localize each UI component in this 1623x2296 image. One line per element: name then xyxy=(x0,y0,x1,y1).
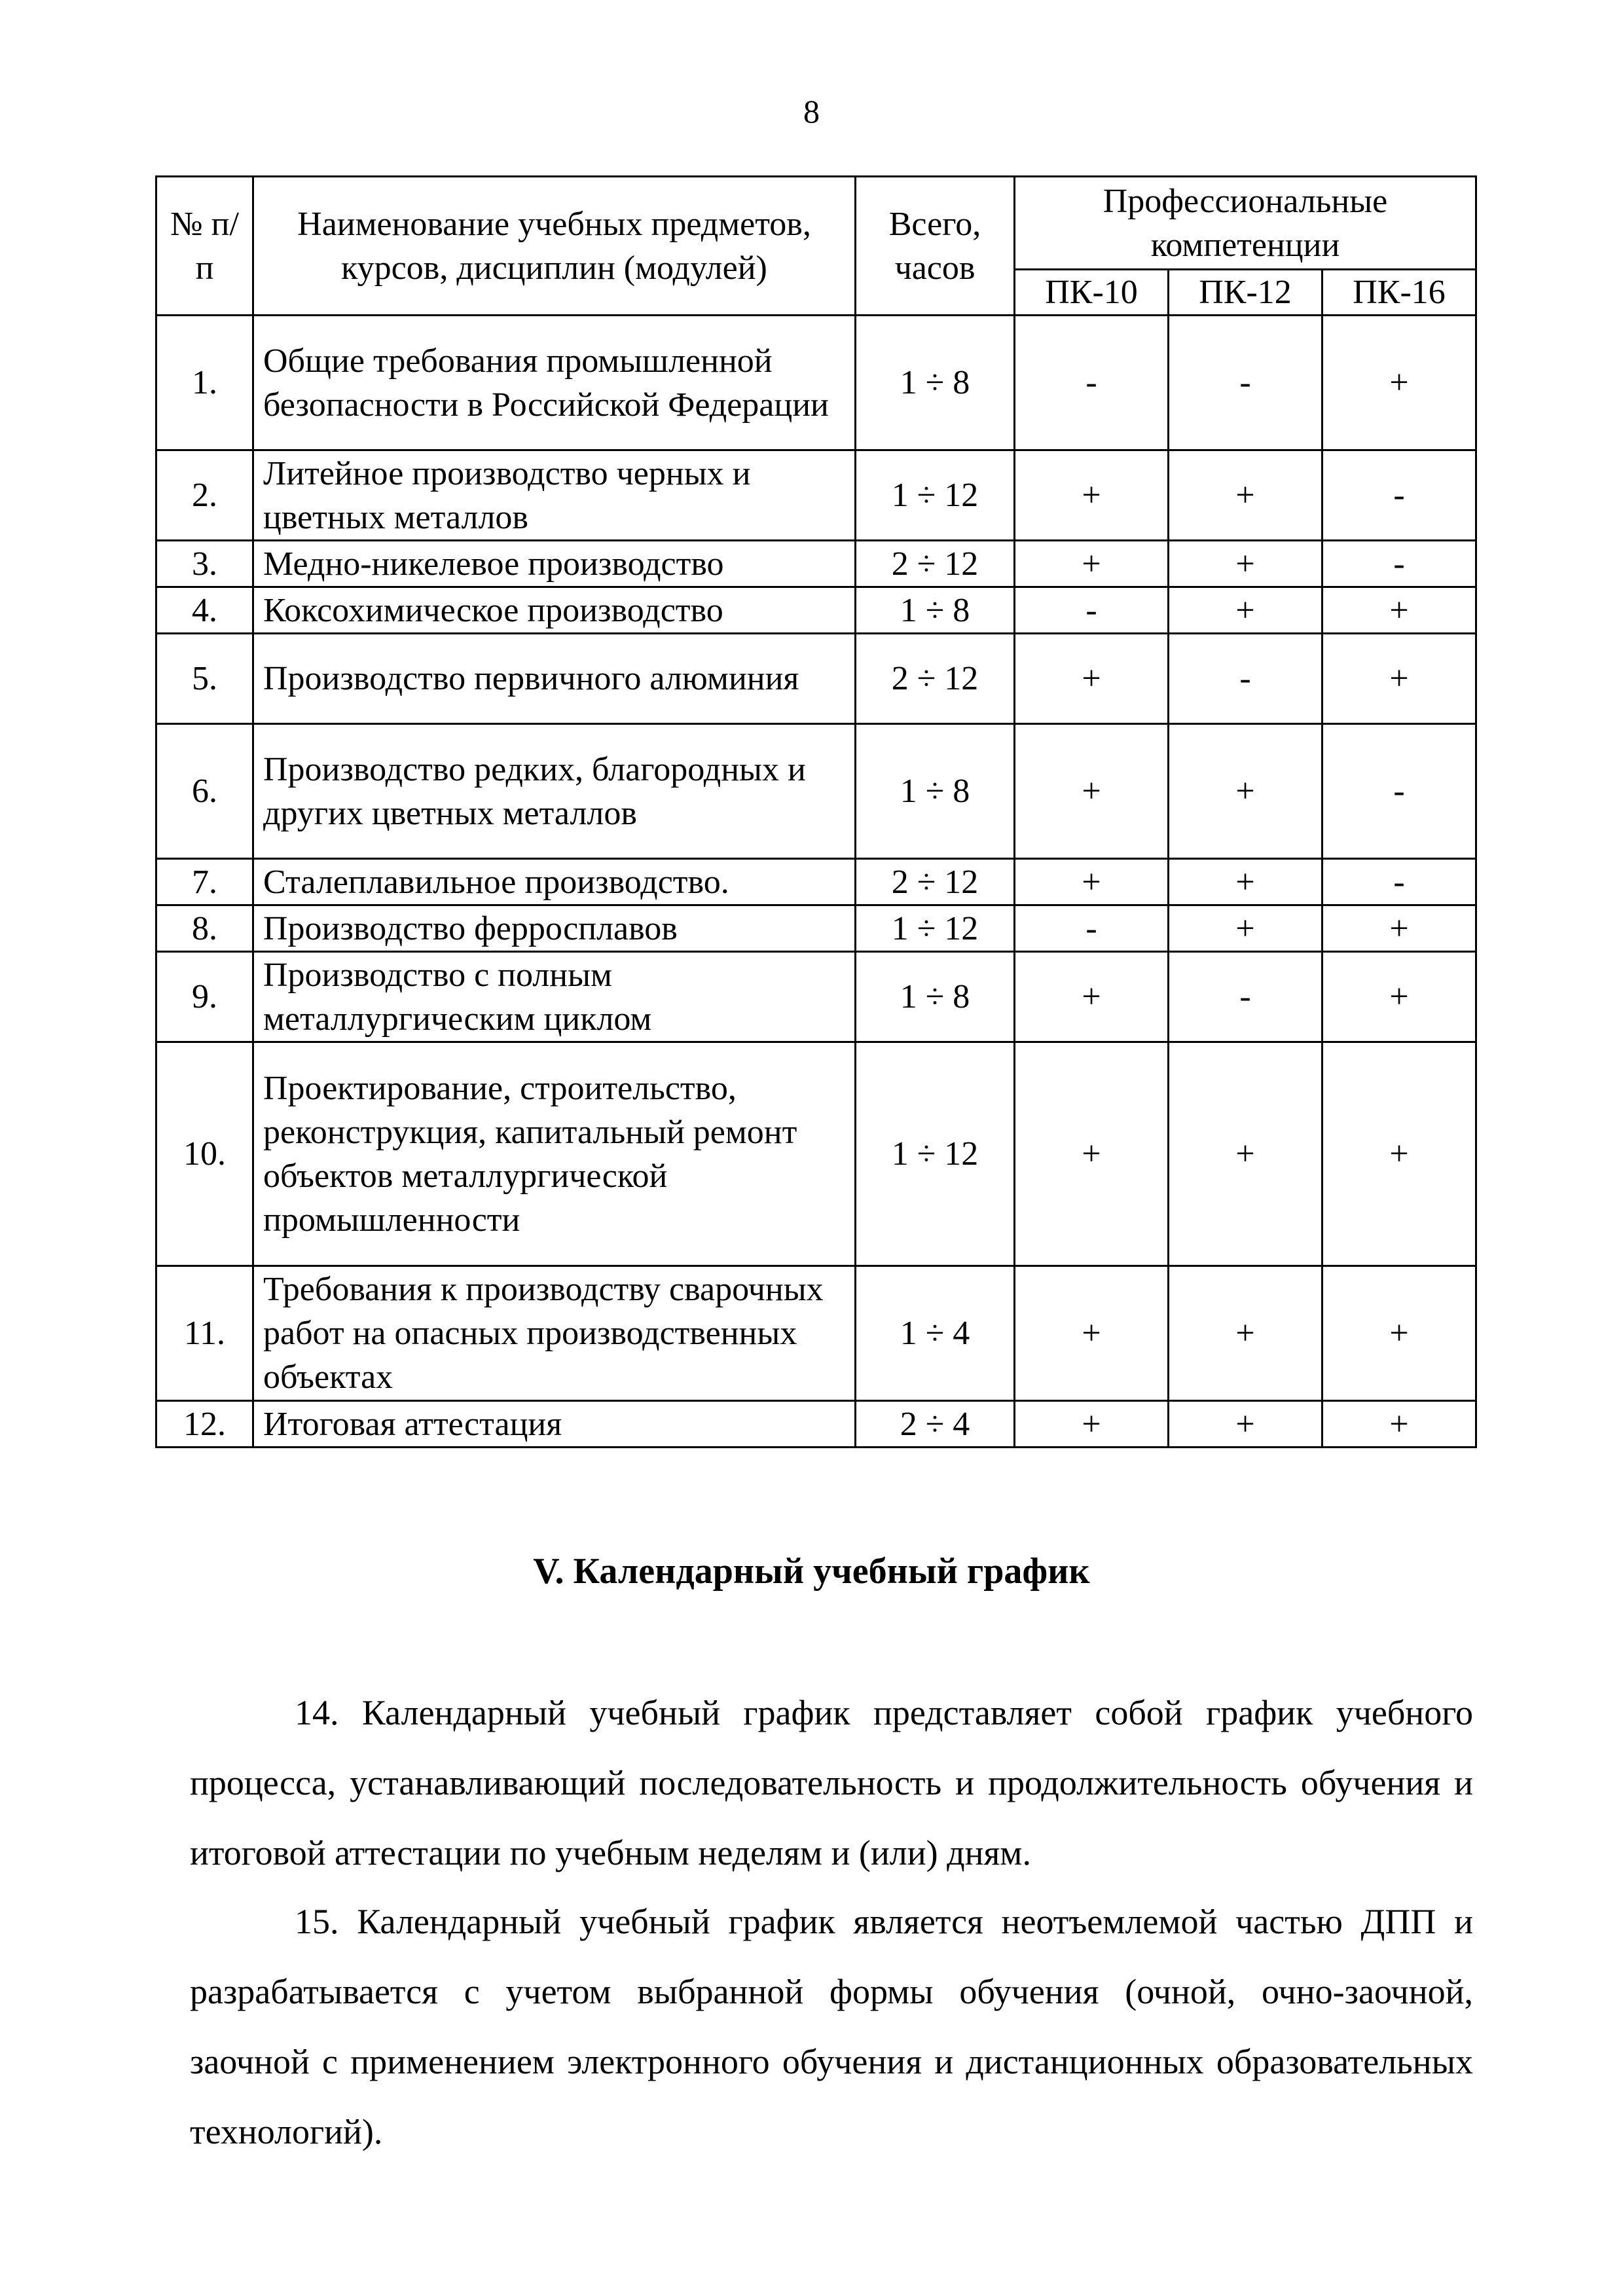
table-row xyxy=(156,587,1476,634)
row-number: 6. xyxy=(156,724,253,859)
row-pk10: + xyxy=(1015,541,1169,587)
row-subject: Производство первичного алюминия xyxy=(253,634,856,724)
header-pk12: ПК-12 xyxy=(1169,270,1322,316)
row-hours: 1 ÷ 12 xyxy=(856,450,1015,541)
row-pk16: + xyxy=(1322,1266,1476,1401)
row-pk10: + xyxy=(1015,1042,1169,1266)
row-subject: Сталеплавильное производство. xyxy=(253,859,856,905)
row-pk12: + xyxy=(1169,859,1322,905)
row-subject: Итоговая аттестация xyxy=(253,1401,856,1448)
row-number: 7. xyxy=(156,859,253,905)
row-pk10: + xyxy=(1015,859,1169,905)
row-subject: Коксохимическое производство xyxy=(253,587,856,634)
row-pk12: + xyxy=(1169,1042,1322,1266)
table-row xyxy=(156,1266,1476,1401)
table-row xyxy=(156,952,1476,1042)
row-number: 5. xyxy=(156,634,253,724)
row-number: 1. xyxy=(156,316,253,450)
row-pk16: - xyxy=(1322,724,1476,859)
row-number: 11. xyxy=(156,1266,253,1401)
row-pk12: + xyxy=(1169,724,1322,859)
paragraph-14: 14. Календарный учебный график представляет собой график учебного процесса, устанавливающий последовательность и продолжительность обучения и итоговой аттестации по учебным неделям и (или) дням. xyxy=(190,1693,1473,1872)
row-pk16: - xyxy=(1322,450,1476,541)
row-pk12: + xyxy=(1169,1401,1322,1448)
row-pk12: + xyxy=(1169,587,1322,634)
row-pk10: + xyxy=(1015,450,1169,541)
row-pk10: + xyxy=(1015,1266,1169,1401)
section-title: V. Календарный учебный график xyxy=(533,1551,1090,1592)
table-row xyxy=(156,316,1476,450)
row-pk16: - xyxy=(1322,541,1476,587)
row-pk12: + xyxy=(1169,905,1322,952)
table-row xyxy=(156,450,1476,541)
row-number: 8. xyxy=(156,905,253,952)
row-pk10: + xyxy=(1015,724,1169,859)
row-subject: Общие требования промышленной безопасности в Российской Федерации xyxy=(253,316,856,450)
row-pk10: + xyxy=(1015,952,1169,1042)
table-row xyxy=(156,541,1476,587)
row-pk12: + xyxy=(1169,541,1322,587)
row-hours: 2 ÷ 12 xyxy=(856,859,1015,905)
row-hours: 2 ÷ 12 xyxy=(856,541,1015,587)
row-pk16: + xyxy=(1322,1401,1476,1448)
row-pk16: - xyxy=(1322,859,1476,905)
row-pk12: - xyxy=(1169,634,1322,724)
row-subject: Литейное производство черных и цветных металлов xyxy=(253,450,856,541)
row-hours: 2 ÷ 12 xyxy=(856,634,1015,724)
row-pk12: + xyxy=(1169,450,1322,541)
curriculum-table xyxy=(155,175,1477,1448)
row-number: 3. xyxy=(156,541,253,587)
row-number: 2. xyxy=(156,450,253,541)
row-pk16: + xyxy=(1322,1042,1476,1266)
row-hours: 1 ÷ 12 xyxy=(856,1042,1015,1266)
row-number: 4. xyxy=(156,587,253,634)
table-row xyxy=(156,1401,1476,1448)
row-hours: 2 ÷ 4 xyxy=(856,1401,1015,1448)
table-row xyxy=(156,1042,1476,1266)
row-pk10: - xyxy=(1015,587,1169,634)
row-pk16: + xyxy=(1322,905,1476,952)
row-hours: 1 ÷ 8 xyxy=(856,587,1015,634)
table-row xyxy=(156,634,1476,724)
header-competencies: Профессиональные компетенции xyxy=(1015,177,1476,270)
row-number: 12. xyxy=(156,1401,253,1448)
row-pk16: + xyxy=(1322,316,1476,450)
row-hours: 1 ÷ 8 xyxy=(856,724,1015,859)
header-pk10: ПК-10 xyxy=(1015,270,1169,316)
table-row xyxy=(156,859,1476,905)
row-pk12: - xyxy=(1169,316,1322,450)
header-name: Наименование учебных предметов, курсов, дисциплин (модулей) xyxy=(253,177,856,316)
row-pk10: - xyxy=(1015,905,1169,952)
row-pk10: + xyxy=(1015,1401,1169,1448)
row-hours: 1 ÷ 4 xyxy=(856,1266,1015,1401)
row-pk12: - xyxy=(1169,952,1322,1042)
row-subject: Проектирование, строительство, реконструкция, капитальный ремонт объектов металлургической промышленности xyxy=(253,1042,856,1266)
row-number: 9. xyxy=(156,952,253,1042)
page-number: 8 xyxy=(803,93,820,130)
header-pk16: ПК-16 xyxy=(1322,270,1476,316)
header-num: № п/п xyxy=(156,177,253,316)
row-pk12: + xyxy=(1169,1266,1322,1401)
row-hours: 1 ÷ 8 xyxy=(856,952,1015,1042)
row-pk10: - xyxy=(1015,316,1169,450)
header-hours: Всего, часов xyxy=(856,177,1015,316)
row-hours: 1 ÷ 8 xyxy=(856,316,1015,450)
row-number: 10. xyxy=(156,1042,253,1266)
table-row xyxy=(156,724,1476,859)
paragraph-15: 15. Календарный учебный график является неотъемлемой частью ДПП и разрабатывается с учетом выбранной формы обучения (очной, очно-заочной, заочной с применением электронного обучения и дистанционных образовательных технологий). xyxy=(190,1902,1473,2151)
row-pk16: + xyxy=(1322,952,1476,1042)
row-subject: Производство с полным металлургическим циклом xyxy=(253,952,856,1042)
row-pk16: + xyxy=(1322,634,1476,724)
row-subject: Требования к производству сварочных работ на опасных производственных объектах xyxy=(253,1266,856,1401)
row-hours: 1 ÷ 12 xyxy=(856,905,1015,952)
table-row xyxy=(156,905,1476,952)
row-pk10: + xyxy=(1015,634,1169,724)
row-pk16: + xyxy=(1322,587,1476,634)
row-subject: Медно-никелевое производство xyxy=(253,541,856,587)
row-subject: Производство ферросплавов xyxy=(253,905,856,952)
row-subject: Производство редких, благородных и других цветных металлов xyxy=(253,724,856,859)
